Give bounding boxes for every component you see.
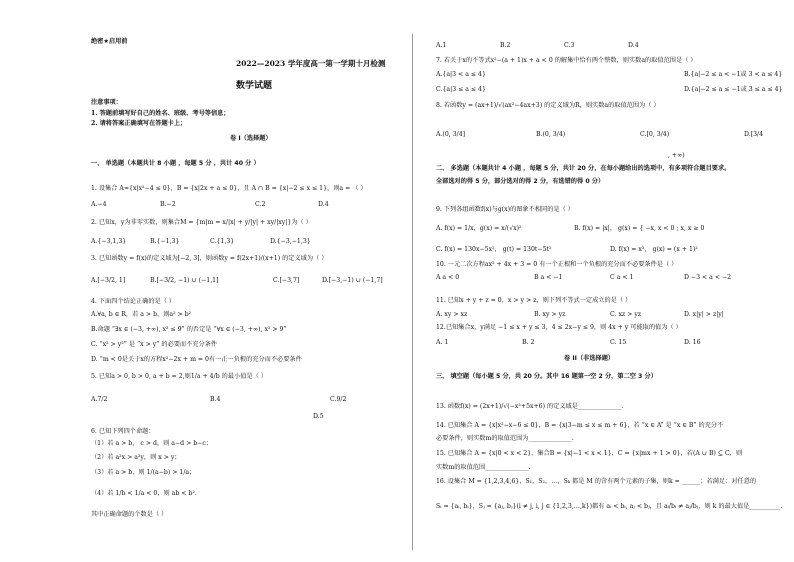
q11-option-b: B. xy > yz <box>534 311 566 318</box>
q6-item-2: （2）若 a²x > a²y，则 x > y； <box>91 454 181 461</box>
question-14-line1: 14. 已知集合 A = {x|x²−x−6 ≤ 0}，B = {x|3−m ≤ x ≤ m + 6}，若 “x ∈ A” 是 “x ∈ B” 的充分不 <box>436 422 724 429</box>
volume-1-heading: 卷 I（选择题） <box>230 135 272 142</box>
question-14-line2: 必要条件，则实数m的取值范围为______________. <box>436 435 574 442</box>
q4-option-d: D. “m < 0是关于x的方程x²−2x + m = 0有一正一负根的充分而不必要条件 <box>91 356 302 363</box>
subject-title: 数学试题 <box>236 81 273 91</box>
q8-option-d-tail: , +∞) <box>668 152 685 159</box>
q9-option-b: B. f(x) = |x|， g(x) = { −x, x < 0 ; x, x ≥ 0 <box>574 225 705 232</box>
q12-option-b: B. 2 <box>522 339 535 346</box>
q3-option-b: B.[−3/2, −1) ∪ (−1,1] <box>150 277 219 284</box>
note-2: 2. 请将答案正确填写在答题卡上； <box>91 120 187 127</box>
q10-option-a: A a < 0 <box>436 274 460 281</box>
volume-2-heading: 卷 II（非选择题） <box>564 355 615 362</box>
q7-option-d: D.{a|−2 ≤ a ≤ −1或 3 ≤ a ≤ 4} <box>684 86 783 93</box>
q4-option-a: A.∀a, b ∈ R，若 a > b，则a² > b² <box>91 311 192 318</box>
q6-option-d: D.4 <box>628 42 639 49</box>
q5-option-c: C.9/2 <box>330 396 347 403</box>
q2-option-a: A.{−3,1,3} <box>91 238 127 245</box>
q3-option-d: D.[−3,−1) ∪ (−1,7] <box>322 277 383 284</box>
question-1: 1. 设集合 A={x|x²−4 ≤ 0}，B = {x|2x + a ≤ 0}，且 A ∩ B = {x|−2 ≤ x ≤ 1}，则a = （ ） <box>91 185 367 192</box>
q9-option-d: D. f(x) = x²， g(x) = (x + 1)² <box>610 246 698 253</box>
q4-option-c: C. “x² > y²” 是 “x > y” 的必要而不充分条件 <box>91 341 218 348</box>
question-10: 10. 一元二次方程ax² + 4x + 3 = 0 有一个正根和一个负根的充分而不必要条件是（ ） <box>436 261 678 268</box>
q11-option-d: D. x|y| > z|y| <box>684 311 724 318</box>
q10-option-c: C a < 1 <box>610 274 634 281</box>
q1-option-d: D.4 <box>318 201 329 208</box>
q11-option-a: A. xy > xz <box>436 311 468 318</box>
q3-option-a: A.[−3/2, 1] <box>91 277 126 284</box>
question-15-line1: 15. 已知集合 A = {x|0 < x < 2}，集合B = {x|−1 < x < 1}，C = {x|mx + 1 > 0}，若(A ∪ B) ⊆ C，则 <box>436 450 743 457</box>
q6-question-end: 其中正确命题的个数是（ ） <box>91 511 168 518</box>
question-9: 9. 下列各组函数f(x)与g(x)的图象不相同的是（ ） <box>436 206 574 213</box>
question-8: 8. 若函数y = (ax+1)/√(ax²−4ax+3) 的定义域为R，则实数a的取值范围为（ ） <box>436 102 660 109</box>
q6-option-b: B.2 <box>500 42 511 49</box>
section-2-heading-line2: 全部选对的得 5 分，部分选对的得 2 分，有选错的得 0 分） <box>436 178 605 185</box>
notes-heading: 注意事项： <box>91 99 122 106</box>
q8-option-a: A.(0, 3/4] <box>436 131 466 138</box>
question-7: 7. 若关于x的不等式x²−(a + 1)x + a < 0 的解集中恰有两个整数，则实数a的取值范围是（ ） <box>436 57 697 64</box>
q12-option-d: D. 16 <box>684 339 701 346</box>
question-12: 12.已知集合x，y满足 −1 ≤ x + y ≤ 3，4 ≤ 2x−y ≤ 9，则 4x + y 可能取的值为（ ） <box>436 324 682 331</box>
column-divider <box>412 34 413 550</box>
section-2-heading-line1: 二、 多选题（本题共计 4 小题 ，每题 5 分，共计 20 分，在每小题给出的选项中，有多项符合题目要求。 <box>436 165 731 172</box>
section-1-heading: 一、 单选题（本题共计 8 小题 ，每题 5 分 ，共计 40 分 ） <box>91 160 260 167</box>
q9-option-a: A. f(x) = 1/x，g(x) = x/(√x)² <box>436 225 522 232</box>
q8-option-d: D.[3/4 <box>744 131 764 138</box>
exam-title: 2022—2023 学年度高一第一学期十月检测 <box>236 59 386 68</box>
q10-option-d: D −3 < a < −2 <box>684 274 732 281</box>
q8-option-c: C.[0, 3/4) <box>640 131 670 138</box>
secret-mark: 绝密★启用前 <box>91 38 128 45</box>
q2-option-c: C.{1,3} <box>210 238 235 245</box>
question-3: 3. 已知函数y = f(x)的定义域为[−2, 3]，则函数y = f(2x+1)/(x+1) 的定义域为（ ） <box>91 255 328 262</box>
q9-option-c: C. f(x) = 130x−5x²， g(t) = 130t−5t² <box>436 246 552 253</box>
q7-option-b: B.{a|−2 ≤ a < −1或 3 < a ≤ 4} <box>684 71 783 78</box>
q6-item-3: （3）若 a > b，则 1/(a−b) > 1/a； <box>91 469 196 476</box>
q6-option-a: A.1 <box>436 42 447 49</box>
question-13: 13. 函数f(x) = (2x+1)/√(−x²+5x+6) 的定义域是______________. <box>436 403 624 410</box>
q7-option-c: C.{a|3 ≤ a ≤ 4} <box>436 86 486 93</box>
question-11: 11. 已知x + y + z = 0，x > y > z，则下列不等式一定成立的是（ ） <box>436 297 632 304</box>
question-16-line2: Sᵢ = {aᵢ, bᵢ}，Sⱼ = {aⱼ, bⱼ}(i ≠ j, i, j ∈ {1,2,3,…,k})都有 aᵢ < bᵢ, aⱼ < bⱼ，且 aᵢ/bᵢ ≠ aⱼ/bⱼ，则 k 的最大值是__________. <box>436 503 783 510</box>
question-15-line2: 实数m的取值范围______________. <box>436 464 531 471</box>
q11-option-c: C. xz > yz <box>610 311 642 318</box>
question-4: 4. 下面四个结论正确的是（ ） <box>91 298 176 305</box>
q7-option-a: A.{a|3 < a ≤ 4} <box>436 71 486 78</box>
note-1: 1. 答题前填写好自己的姓名、班级、考号等信息； <box>91 110 230 117</box>
q4-option-b: B.命题 “∃x ∈ (−3, +∞), x² ≤ 9” 的否定是 “∀x ∈ (−3, +∞), x² > 9” <box>91 326 287 333</box>
q8-option-b: B.(0, 3/4) <box>536 131 566 138</box>
question-2: 2. 已知x，y为非零实数，则集合M = {m|m = x/|x| + y/|y| + xy/|xy|}为（ ） <box>91 219 312 226</box>
q5-option-a: A.7/2 <box>91 396 108 403</box>
q2-option-d: D.{−3,−1,3} <box>270 238 311 245</box>
q1-option-b: B.−2 <box>160 201 176 208</box>
q5-option-d: D.5 <box>313 413 324 420</box>
q3-option-c: C.[−3,7] <box>273 277 300 284</box>
q10-option-b: B a < −1 <box>534 274 563 281</box>
question-5: 5. 已知a > 0, b > 0, a + b = 2,则1/a + 4/b 的最小值是（ ） <box>91 373 267 380</box>
q6-item-1: （1）若 a > b， c > d，则 a−d > b−c； <box>91 440 213 447</box>
q5-option-b: B.4 <box>210 396 221 403</box>
q6-option-c: C.3 <box>564 42 575 49</box>
q6-item-4: （4）若 1/b < 1/a < 0，则 ab < b². <box>91 490 197 497</box>
section-3-heading: 三、 填空题（每小题 5 分，共 20 分。其中 16 题第一空 2 分，第二空 3 分） <box>436 373 657 380</box>
question-16-line1: 16. 设集合 M = {1,2,3,4,6}，S₁，S₂，…，Sₖ 都是 M 的含有两个元素的子集，则k = ______；若满足：对任意的 <box>436 478 757 485</box>
question-6: 6. 已知下列四个命题： <box>91 428 155 435</box>
q12-option-a: A. 1 <box>436 339 449 346</box>
q12-option-c: C. 15 <box>610 339 627 346</box>
q1-option-c: C.2 <box>255 201 266 208</box>
q1-option-a: A.−4 <box>91 201 107 208</box>
q2-option-b: B.{−1,3} <box>150 238 180 245</box>
